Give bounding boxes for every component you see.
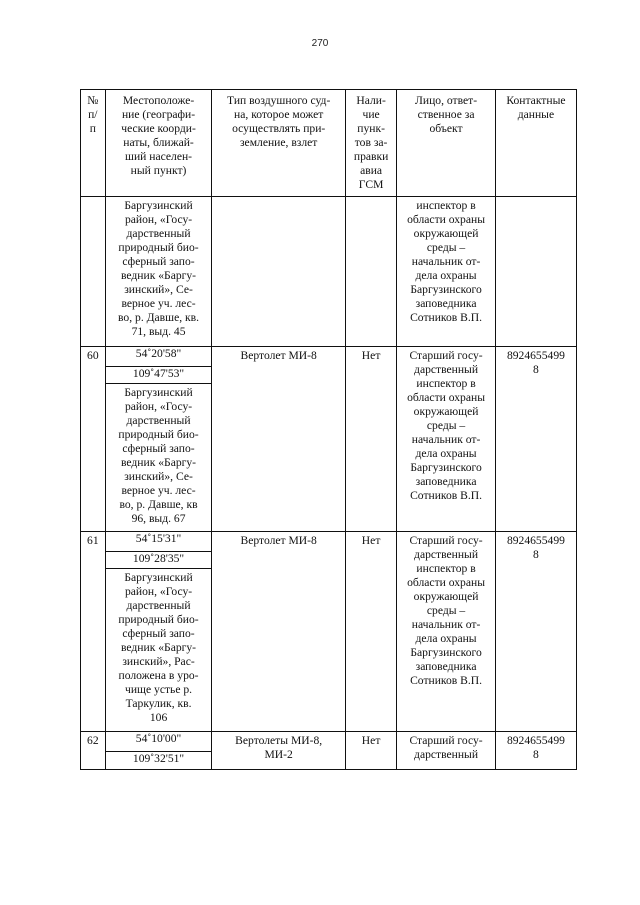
table-row bbox=[81, 732, 577, 752]
longitude-cell: 109˚47'53" bbox=[105, 367, 212, 384]
aircraft-cell: Вертолеты МИ-8, МИ-2 bbox=[212, 732, 345, 770]
cont-contact-cell bbox=[495, 197, 576, 347]
header-fuel: Нали- чие пунк- тов за- правки авиа ГСМ bbox=[345, 90, 396, 197]
person-cell: Старший госу- дарственный инспектор в области охраны окружающей среды – начальник от- дела охраны Баргузинского заповедника Сотников В.П. bbox=[397, 532, 496, 732]
header-row bbox=[81, 90, 577, 197]
location-cell: Баргузинский район, «Госу- дарственный природный био- сферный запо- ведник «Баргу- зинский», Рас- положена в уро- чище устье р. Таркулик, кв. 106 bbox=[105, 569, 212, 732]
row-number: 60 bbox=[81, 347, 106, 532]
cont-person-cell: инспектор в области охраны окружающей среды – начальник от- дела охраны Баргузинского заповедника Сотников В.П. bbox=[397, 197, 496, 347]
page-number: 270 bbox=[311, 38, 329, 49]
person-cell: Старший госу- дарственный bbox=[397, 732, 496, 770]
table-row bbox=[81, 347, 577, 367]
row-number: 62 bbox=[81, 732, 106, 770]
location-cell: Баргузинский район, «Госу- дарственный природный био- сферный запо- ведник «Баргу- зинский», Се- верное уч. лес- во, р. Давше, кв 96, выд. 67 bbox=[105, 384, 212, 532]
continuation-row bbox=[81, 197, 577, 347]
contact-cell: 8924655499 8 bbox=[495, 532, 576, 732]
fuel-cell: Нет bbox=[345, 732, 396, 770]
longitude-cell: 109˚28'35" bbox=[105, 552, 212, 569]
latitude-cell: 54˚20'58" bbox=[105, 347, 212, 367]
longitude-cell: 109˚32'51" bbox=[105, 752, 212, 770]
cont-aircraft-cell bbox=[212, 197, 345, 347]
table-row bbox=[81, 532, 577, 552]
latitude-cell: 54˚15'31" bbox=[105, 532, 212, 552]
cont-location-cell: Баргузинский район, «Госу- дарственный природный био- сферный запо- ведник «Баргу- зинский», Се- верное уч. лес- во, р. Давше, кв. 71, выд. 45 bbox=[105, 197, 212, 347]
contact-cell: 8924655499 8 bbox=[495, 732, 576, 770]
contact-cell: 8924655499 8 bbox=[495, 347, 576, 532]
header-responsible-person: Лицо, ответ- ственное за объект bbox=[397, 90, 496, 197]
header-location: Местоположе- ние (географи- ческие коорди- наты, ближай- ший населен- ный пункт) bbox=[105, 90, 212, 197]
cont-fuel-cell bbox=[345, 197, 396, 347]
landing-sites-table bbox=[80, 89, 577, 770]
fuel-cell: Нет bbox=[345, 532, 396, 732]
header-number: № п/ п bbox=[81, 90, 106, 197]
header-contacts: Контактные данные bbox=[495, 90, 576, 197]
latitude-cell: 54˚10'00" bbox=[105, 732, 212, 752]
fuel-cell: Нет bbox=[345, 347, 396, 532]
aircraft-cell: Вертолет МИ-8 bbox=[212, 347, 345, 532]
cont-number-cell bbox=[81, 197, 106, 347]
aircraft-cell: Вертолет МИ-8 bbox=[212, 532, 345, 732]
header-aircraft-type: Тип воздушного суд- на, которое может осуществлять при- земление, взлет bbox=[212, 90, 345, 197]
row-number: 61 bbox=[81, 532, 106, 732]
person-cell: Старший госу- дарственный инспектор в области охраны окружающей среды – начальник от- дела охраны Баргузинского заповедника Сотников В.П. bbox=[397, 347, 496, 532]
